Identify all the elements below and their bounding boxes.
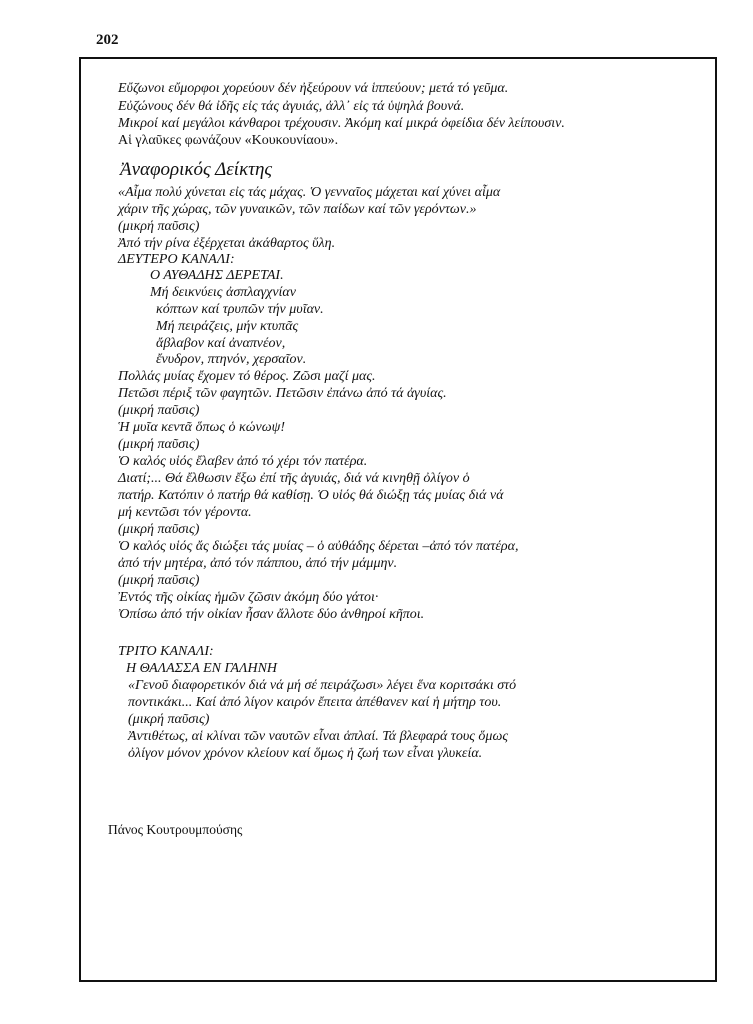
text-line: ΔΕΥΤΕΡΟ ΚΑΝΑΛΙ: xyxy=(118,252,235,267)
text-line: Εὐζώνους δέν θά ἰδῆς εἰς τάς ἀγυιάς, ἀλλ᾿ εἰς τά ὑψηλά βουνά. xyxy=(118,99,465,114)
text-line: πατήρ. Κατόπιν ὁ πατήρ θά καθίσῃ. Ὁ υἱός θά διώξῃ τάς μυίας διά νά xyxy=(118,488,504,503)
text-line: Πετῶσι πέριξ τῶν φαγητῶν. Πετῶσιν ἐπάνω ἀπό τά ἀγυίας. xyxy=(118,386,447,401)
text-line: Ὁ καλός υἱός ἔλαβεν ἀπό τό χέρι τόν πατέρα. xyxy=(118,454,368,469)
text-line: Πολλάς μυίας ἔχομεν τό θέρος. Ζῶσι μαζί μας. xyxy=(118,369,376,384)
text-line: ὀλίγον μόνον χρόνον κλείουν καί ὅμως ἡ ζωή των εἶναι γλυκεία. xyxy=(128,746,483,761)
text-line: Ὀπίσω ἀπό τήν οἰκίαν ἦσαν ἄλλοτε δύο ἀνθηροί κῆποι. xyxy=(118,607,425,622)
text-line: ΤΡΙΤΟ ΚΑΝΑΛΙ: xyxy=(118,644,214,659)
text-line: ἔνυδρον, πτηνόν, χερσαῖον. xyxy=(156,352,307,367)
text-line: Ο ΑΥΘΑΔΗΣ ΔΕΡΕΤΑΙ. xyxy=(150,268,284,283)
text-line: Ἐντός τῆς οἰκίας ἡμῶν ζῶσιν ἀκόμη δύο γάτοι· xyxy=(118,590,379,605)
text-line: Ἀντιθέτως, αἱ κλίναι τῶν ναυτῶν εἶναι ἁπλαί. Τά βλεφαρά τους ὅμως xyxy=(128,729,509,744)
text-line: Η ΘΑΛΑΣΣΑ ΕΝ ΓΑΛΗΝΗ xyxy=(126,661,278,676)
page-number: 202 xyxy=(96,32,119,48)
text-line: Μή πειράζεις, μήν κτυπᾶς xyxy=(156,319,299,334)
text-line: Ἡ μυῖα κεντᾶ ὅπως ὁ κώνωψ! xyxy=(118,420,286,435)
text-line: (μικρή παῦσις) xyxy=(118,522,200,537)
text-line: Ὁ καλός υἱός ἄς διώξει τάς μυίας – ὁ αὐθάδης δέρεται –ἀπό τόν πατέρα, xyxy=(118,539,519,554)
text-line: μή κεντῶσι τόν γέροντα. xyxy=(118,505,252,520)
text-line: (μικρή παῦσις) xyxy=(118,219,200,234)
text-line: (μικρή παῦσις) xyxy=(118,403,200,418)
text-line: κόπτων καί τρυπῶν τήν μυῖαν. xyxy=(156,302,324,317)
text-line: Αἱ γλαῦκες φωνάζουν «Κουκουνίαου». xyxy=(118,133,339,148)
text-line: (μικρή παῦσις) xyxy=(118,573,200,588)
text-line: ποντικάκι... Καί ἀπό λίγον καιρόν ἔπειτα ἀπέθανεν καί ἡ μήτηρ του. xyxy=(128,695,502,710)
text-line: «Αἷμα πολύ χύνεται εἰς τάς μάχας. Ὁ γενναῖος μάχεται καί χύνει αἷμα xyxy=(118,185,501,200)
text-line: χάριν τῆς χώρας, τῶν γυναικῶν, τῶν παίδων καί τῶν γερόντων.» xyxy=(118,202,477,217)
text-line: Διατί;... Θά ἔλθωσιν ἔξω ἐπί τῆς ἀγυιάς, διά νά κινηθῇ ὀλίγον ὁ xyxy=(118,471,470,486)
text-line: (μικρή παῦσις) xyxy=(128,712,210,727)
text-line: Ἀπό τήν ρίνα ἐξέρχεται ἀκάθαρτος ὕλη. xyxy=(118,236,336,251)
text-line: Μικροί καί μεγάλοι κάνθαροι τρέχουσιν. Ἀκόμη καί μικρά ὀφείδια δέν λείπουσιν. xyxy=(118,116,565,131)
text-line: (μικρή παῦσις) xyxy=(118,437,200,452)
text-line: ἄβλαβον καί ἀναπνέον, xyxy=(156,336,286,351)
text-line: Μή δεικνύεις ἀσπλαγχνίαν xyxy=(150,285,296,300)
author-signature: Πάνος Κουτρουμπούσης xyxy=(108,822,243,837)
text-line: ἀπό τήν μητέρα, ἀπό τόν πάππου, ἀπό τήν μάμμην. xyxy=(118,556,398,571)
section-heading: Ἀναφορικός Δείκτης xyxy=(120,159,273,180)
text-line: Εὔζωνοι εὔμορφοι χορεύουν δέν ἠξεύρουν νά ἱππεύουν; μετά τό γεῦμα. xyxy=(118,81,509,96)
text-line: «Γενοῦ διαφορετικόν διά νά μή σέ πειράζωσι» λέγει ἕνα κοριτσάκι στό xyxy=(128,678,517,693)
